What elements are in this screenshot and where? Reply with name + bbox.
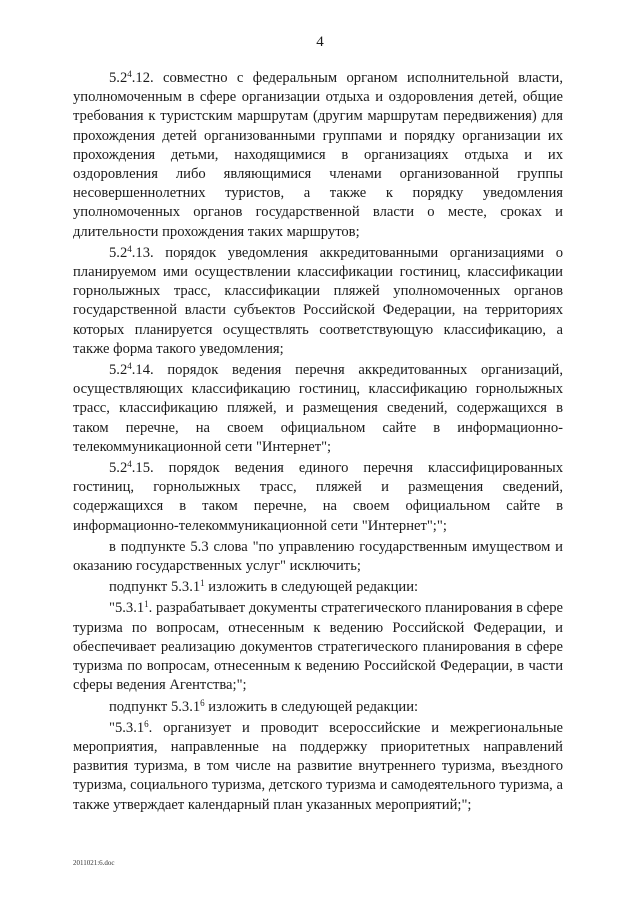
- clause-number: 5.2: [109, 460, 128, 477]
- clause-superscript: 4: [127, 243, 132, 254]
- paragraph-5-2-4-14: [73, 361, 563, 457]
- clause-number-suffix: .14.: [131, 362, 154, 379]
- clause-superscript: 4: [127, 459, 132, 470]
- clause-text: совместно с федеральным органом исполнительной власти, уполномоченным в сфере организации отдыха и оздоровления детей, общие требования к туристским маршрутам (другим маршрутам передвижения) для прохождения детей организованными группами и порядку организации их прохождения детьми, находящимися в организациях отдыха и их оздоровления либо являющимися членами организованной группы несовершеннолетних туристов, а также к порядку уведомления уполномоченных органов государственной власти о месте, сроках и длительности прохождения таких маршрутов;: [73, 70, 563, 240]
- clause-superscript: 1: [200, 578, 205, 589]
- clause-text: изложить в следующей редакции:: [204, 698, 419, 715]
- clause-number: подпункт 5.3.1: [109, 579, 201, 596]
- clause-number-suffix: .: [148, 719, 153, 736]
- clause-number: 5.2: [109, 70, 128, 86]
- clause-superscript: 6: [144, 718, 149, 729]
- clause-number: "5.3.1: [109, 600, 145, 617]
- clause-number-suffix: .15.: [131, 460, 154, 477]
- clause-number: подпункт 5.3.1: [109, 698, 201, 715]
- clause-text: изложить в следующей редакции:: [204, 579, 419, 596]
- paragraph-subpoint-5-3: [73, 538, 563, 576]
- paragraph-5-2-4-12: [73, 69, 563, 242]
- clause-text: организует и проводит всероссийские и межрегиональные мероприятия, направленные на поддержку приоритетных направлений развития туризма, в том числе на развитие внутреннего туризма, въездного туризма, социального туризма, детского туризма и самодеятельного туризма, а также утверждает календарный план указанных мероприятий;";: [73, 719, 563, 813]
- clause-number-suffix: .13.: [131, 244, 154, 261]
- paragraph-subpoint-5-3-1-6-intro: [73, 698, 563, 717]
- clause-text: порядок ведения перечня аккредитованных организаций, осуществляющих классификацию гостиниц, классификацию горнолыжных трасс, классификацию пляжей, и размещения сведений, содержащихся в таком перечне, на своем официальном сайте в информационно-телекоммуникационной сети "Интернет";: [73, 362, 563, 455]
- clause-number: "5.3.1: [109, 719, 145, 736]
- clause-number-suffix: .12.: [131, 70, 154, 86]
- document-footer-filename: 2011021:6.doc: [73, 859, 115, 867]
- page-number: 4: [316, 34, 324, 50]
- clause-superscript: 1: [144, 599, 149, 610]
- clause-text: разрабатывает документы стратегического планирования в сфере туризма по вопросам, отнесенным к ведению Российской Федерации, и обеспечивает реализацию документов стратегического планирования в сфере туризма по вопросам, отнесенным к ведению Российской Федерации, в части сферы ведения Агентства;";: [73, 600, 563, 694]
- paragraph-5-3-1-6: [73, 719, 563, 815]
- clause-text: в подпункте 5.3 слова "по управлению государственным имуществом и оказанию государственных услуг" исключить;: [73, 538, 563, 575]
- clause-text: порядок уведомления аккредитованными организациями о планируемом ими осуществлении классификации гостиниц, классификации горнолыжных трасс, классификации пляжей уполномоченных органов государственной власти субъектов Российской Федерации, на территориях которых планируется осуществлять соответствующую классификацию, а также форма такого уведомления;: [73, 244, 563, 357]
- clause-number-suffix: .: [148, 600, 153, 617]
- paragraph-5-2-4-13: [73, 244, 563, 359]
- clause-number: 5.2: [109, 362, 128, 379]
- paragraph-5-2-4-15: [73, 459, 563, 536]
- clause-number: 5.2: [109, 244, 128, 261]
- paragraph-subpoint-5-3-1-1-intro: [73, 578, 563, 597]
- clause-superscript: 6: [200, 697, 205, 708]
- clause-text: порядок ведения единого перечня классифицированных гостиниц, горнолыжных трасс, пляжей и размещения сведений, содержащихся в таком перечне, на своем официальном сайте в информационно-телекоммуникационной сети "Интернет";";: [73, 460, 563, 534]
- clause-superscript: 4: [127, 361, 132, 372]
- clause-superscript: 4: [127, 69, 132, 79]
- document-body: [73, 69, 563, 815]
- paragraph-5-3-1-1: [73, 599, 563, 695]
